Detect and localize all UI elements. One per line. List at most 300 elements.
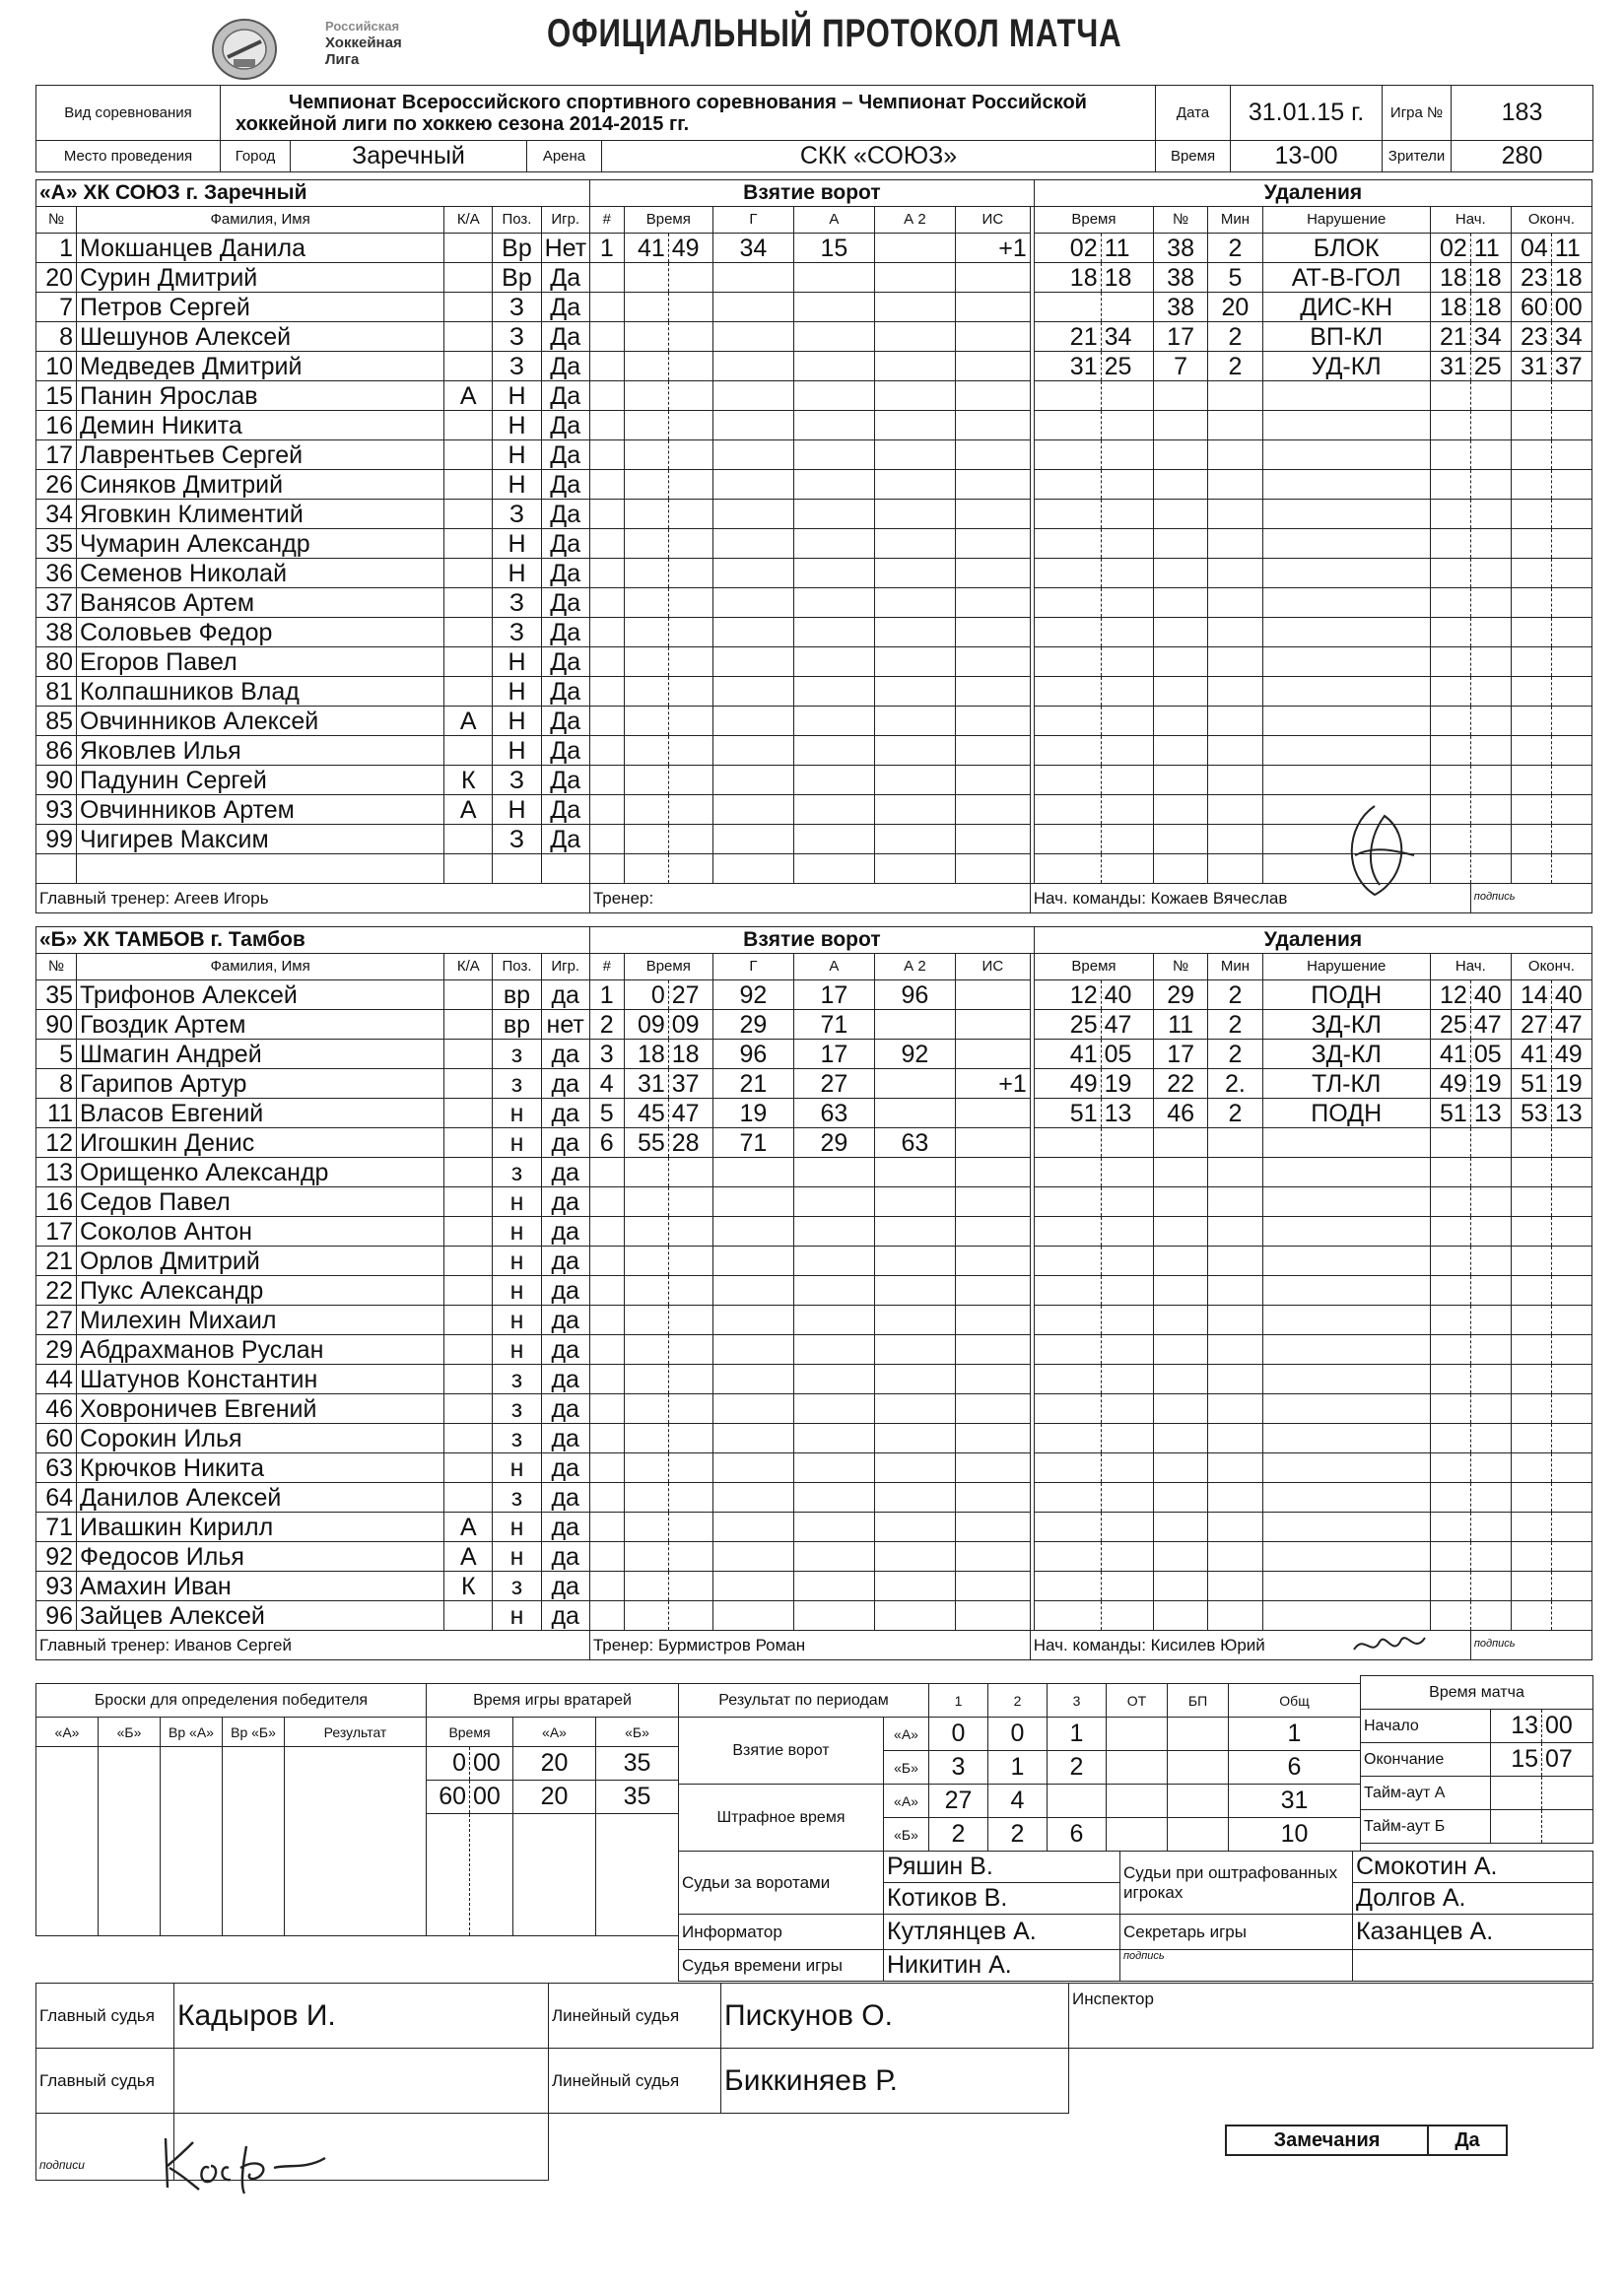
goal-assist-2 — [874, 1010, 955, 1040]
goal-strength — [955, 1010, 1030, 1040]
penalty-violation: ТЛ-КЛ — [1262, 1069, 1430, 1099]
player-role — [444, 1128, 493, 1158]
penalty-end-minute — [1511, 618, 1551, 647]
col-header: К/А — [444, 207, 493, 234]
penalty-second — [1101, 647, 1153, 677]
player-played: Да — [541, 677, 589, 707]
player-name: Шатунов Константин — [77, 1365, 444, 1394]
total-goals-a: 1 — [1229, 1718, 1361, 1751]
goal-scorer — [712, 352, 793, 381]
goal-assist-2 — [874, 1365, 955, 1394]
penalty-start-minute — [1430, 588, 1470, 618]
player-name: Крючков Никита — [77, 1453, 444, 1483]
col-header: № — [1153, 954, 1207, 980]
penalty-second — [1101, 440, 1153, 470]
goal-scorer — [712, 1424, 793, 1453]
goal-minute — [624, 1365, 668, 1394]
penalty-end-second — [1551, 1453, 1591, 1483]
penalty-minute: 51 — [1034, 1099, 1101, 1128]
goal-scorer — [712, 825, 793, 854]
penalty-start-second — [1470, 1158, 1511, 1187]
penalty-minute: 21 — [1034, 322, 1101, 352]
goal-assist-2 — [874, 766, 955, 795]
goal-strength — [955, 440, 1030, 470]
goal-scorer: 19 — [712, 1099, 793, 1128]
penalty-end-second: 11 — [1551, 234, 1591, 263]
penalty-violation: ПОДН — [1262, 1099, 1430, 1128]
player-number: 20 — [36, 263, 77, 293]
goal-minute — [624, 1247, 668, 1276]
penalty-minute — [1034, 1601, 1101, 1631]
goal-second: 18 — [668, 1040, 712, 1069]
player-position: з — [493, 1424, 541, 1453]
col-header: Время — [1034, 207, 1153, 234]
player-position: з — [493, 1572, 541, 1601]
penalty-second — [1101, 1335, 1153, 1365]
goal-assist-2 — [874, 1513, 955, 1542]
goal-number — [589, 1187, 624, 1217]
penalty-minutes — [1208, 1335, 1262, 1365]
shootout-col: Вр «А» — [161, 1718, 223, 1747]
player-position: н — [493, 1128, 541, 1158]
penalty-start-second — [1470, 470, 1511, 500]
goal-assist-1 — [793, 795, 874, 825]
player-name: Шмагин Андрей — [77, 1040, 444, 1069]
penalty-end-second: 34 — [1551, 322, 1591, 352]
player-name: Трифонов Алексей — [77, 980, 444, 1010]
city-value: Заречный — [291, 141, 527, 172]
player-number: 11 — [36, 1099, 77, 1128]
player-position: Н — [493, 736, 541, 766]
goal-minute — [624, 352, 668, 381]
player-role: А — [444, 381, 493, 411]
goal-second — [668, 1158, 712, 1187]
shootout-cell — [223, 1747, 285, 1936]
penalty-start-second — [1470, 795, 1511, 825]
col-header: Нарушение — [1262, 954, 1430, 980]
goal-assist-1 — [793, 470, 874, 500]
penalty-violation — [1262, 1158, 1430, 1187]
player-played: Да — [541, 795, 589, 825]
player-played: да — [541, 1128, 589, 1158]
goal-minute — [624, 1601, 668, 1631]
player-name: Соловьев Федор — [77, 618, 444, 647]
player-name: Орищенко Александр — [77, 1158, 444, 1187]
player-role — [444, 736, 493, 766]
goal-second — [668, 529, 712, 559]
player-row — [36, 1572, 1592, 1601]
goal-strength — [955, 1040, 1030, 1069]
penalty-end-minute — [1511, 1247, 1551, 1276]
spectators-value: 280 — [1452, 141, 1593, 172]
col-header: # — [589, 954, 624, 980]
penalty-start-minute — [1430, 795, 1470, 825]
penalty-minute — [1034, 766, 1101, 795]
penalty-minute — [1034, 1335, 1101, 1365]
penalty-player-number — [1153, 1513, 1207, 1542]
linesman-1-name: Пискунов О. — [721, 1984, 1069, 2049]
goal-scorer — [712, 1217, 793, 1247]
penalty-player-number — [1153, 559, 1207, 588]
player-played: да — [541, 1365, 589, 1394]
player-played: да — [541, 1187, 589, 1217]
goal-second — [668, 707, 712, 736]
goal-number — [589, 766, 624, 795]
player-played: Нет — [541, 234, 589, 263]
referee-2-label: Главный судья — [36, 2049, 174, 2114]
col-header: Время — [624, 954, 712, 980]
penalty-end-second — [1551, 1601, 1591, 1631]
officials-sign-cell — [1353, 1950, 1593, 1982]
goal-second — [668, 1335, 712, 1365]
goalie-time-col: «А» — [513, 1718, 596, 1747]
player-number — [36, 854, 77, 884]
goal-minute: 55 — [624, 1128, 668, 1158]
goal-second — [668, 588, 712, 618]
goal-number — [589, 1572, 624, 1601]
penalty-player-number — [1153, 1424, 1207, 1453]
period-goals-b: 1 — [988, 1751, 1048, 1785]
penalty-end-minute — [1511, 500, 1551, 529]
player-name: Соколов Антон — [77, 1217, 444, 1247]
col-header: # — [589, 207, 624, 234]
goal-strength — [955, 1099, 1030, 1128]
goal-second: 37 — [668, 1069, 712, 1099]
penalty-start-second — [1470, 1217, 1511, 1247]
timekeeper-label: Судья времени игры — [679, 1950, 884, 1982]
goal-second — [668, 440, 712, 470]
goal-assist-1 — [793, 529, 874, 559]
goal-scorer: 96 — [712, 1040, 793, 1069]
time-value: 13-00 — [1231, 141, 1383, 172]
period-goals-a: 0 — [929, 1718, 988, 1751]
match-end-minute: 07 — [1542, 1743, 1593, 1777]
goal-assist-2: 63 — [874, 1128, 955, 1158]
goalie-time-cell — [513, 1814, 596, 1936]
player-name: Ванясов Артем — [77, 588, 444, 618]
league-logo-text — [325, 18, 402, 68]
penalty-minutes — [1208, 1601, 1262, 1631]
player-row — [36, 1069, 1592, 1099]
penalty-player-number — [1153, 647, 1207, 677]
player-row — [36, 1247, 1592, 1276]
goal-second — [668, 677, 712, 707]
player-position: Н — [493, 381, 541, 411]
goal-scorer — [712, 1276, 793, 1306]
match-start-label: Начало — [1361, 1710, 1491, 1743]
player-number: 12 — [36, 1128, 77, 1158]
penalty-minutes — [1208, 825, 1262, 854]
goal-assist-2 — [874, 559, 955, 588]
competition-label: Вид соревнования — [36, 86, 221, 141]
goal-minute — [624, 766, 668, 795]
goalie-time-col: «Б» — [596, 1718, 679, 1747]
penalty-end-second — [1551, 1513, 1591, 1542]
goal-second — [668, 618, 712, 647]
penalty-end-second: 18 — [1551, 263, 1591, 293]
goal-number — [589, 588, 624, 618]
penalty-end-second — [1551, 381, 1591, 411]
timeout-a-label: Тайм-аут А — [1361, 1777, 1491, 1810]
goal-second — [668, 1542, 712, 1572]
goal-assist-2 — [874, 825, 955, 854]
penalty-end-second — [1551, 736, 1591, 766]
player-number: 71 — [36, 1513, 77, 1542]
venue-label: Место проведения — [36, 141, 221, 172]
penalty-end-second — [1551, 500, 1591, 529]
player-name: Пукс Александр — [77, 1276, 444, 1306]
penalty-minute — [1034, 825, 1101, 854]
penalty-second — [1101, 618, 1153, 647]
player-name: Власов Евгений — [77, 1099, 444, 1128]
period-pim-a: 27 — [929, 1785, 988, 1818]
player-row — [36, 234, 1592, 263]
goal-strength — [955, 1453, 1030, 1483]
player-row — [36, 411, 1592, 440]
goal-strength — [955, 470, 1030, 500]
player-position: н — [493, 1099, 541, 1128]
goal-strength — [955, 854, 1030, 884]
goal-scorer — [712, 1306, 793, 1335]
goal-number: 1 — [589, 234, 624, 263]
penalty-end-minute — [1511, 795, 1551, 825]
player-played: Да — [541, 322, 589, 352]
goal-assist-2 — [874, 795, 955, 825]
goal-strength — [955, 1365, 1030, 1394]
goal-second — [668, 470, 712, 500]
player-role — [444, 470, 493, 500]
player-role — [444, 263, 493, 293]
penalty-start-minute: 31 — [1430, 352, 1470, 381]
period-col: БП — [1168, 1684, 1229, 1718]
penalty-player-number — [1153, 707, 1207, 736]
goal-assist-1: 15 — [793, 234, 874, 263]
penalty-second: 40 — [1101, 980, 1153, 1010]
goal-number: 4 — [589, 1069, 624, 1099]
penalty-end-minute: 41 — [1511, 1040, 1551, 1069]
player-name: Милехин Михаил — [77, 1306, 444, 1335]
penalty-second — [1101, 825, 1153, 854]
player-name: Гарипов Артур — [77, 1069, 444, 1099]
player-number: 46 — [36, 1394, 77, 1424]
penalty-end-minute: 23 — [1511, 263, 1551, 293]
player-row — [36, 588, 1592, 618]
goal-assist-1 — [793, 647, 874, 677]
player-number: 8 — [36, 322, 77, 352]
penalty-start-second — [1470, 825, 1511, 854]
goal-strength — [955, 677, 1030, 707]
player-number: 29 — [36, 1335, 77, 1365]
penalty-end-second: 19 — [1551, 1069, 1591, 1099]
player-position: н — [493, 1335, 541, 1365]
penalty-minute: 18 — [1034, 263, 1101, 293]
goal-second — [668, 263, 712, 293]
penalty-minute — [1034, 736, 1101, 766]
remarks-label: Замечания — [1226, 2125, 1428, 2155]
goal-minute — [624, 677, 668, 707]
penalty-minute — [1034, 1453, 1101, 1483]
goal-number — [589, 1483, 624, 1513]
penalty-end-second: 49 — [1551, 1040, 1591, 1069]
penalty-player-number — [1153, 677, 1207, 707]
shootout-cell — [285, 1747, 427, 1936]
player-name: Овчинников Артем — [77, 795, 444, 825]
signatures-label: подписи — [36, 2114, 174, 2181]
penalty-end-minute — [1511, 470, 1551, 500]
penalty-start-second — [1470, 736, 1511, 766]
goal-scorer: 71 — [712, 1128, 793, 1158]
signature-team-b — [1350, 1628, 1429, 1667]
penalty-start-minute: 41 — [1430, 1040, 1470, 1069]
player-row — [36, 766, 1592, 795]
penalty-player-number — [1153, 1453, 1207, 1483]
penalty-start-second — [1470, 500, 1511, 529]
goal-minute — [624, 1542, 668, 1572]
goal-second — [668, 1365, 712, 1394]
goal-assist-2 — [874, 500, 955, 529]
goal-strength — [955, 795, 1030, 825]
goal-strength — [955, 1187, 1030, 1217]
period-goals-b — [1107, 1751, 1168, 1785]
player-number: 36 — [36, 559, 77, 588]
goal-minute — [624, 440, 668, 470]
player-row — [36, 1217, 1592, 1247]
goal-scorer: 34 — [712, 234, 793, 263]
signature-referee — [158, 2128, 355, 2197]
goal-minute — [624, 1276, 668, 1306]
goal-scorer — [712, 293, 793, 322]
player-name: Овчинников Алексей — [77, 707, 444, 736]
team-b-team-chief: Нач. команды: Кисилев Юрий — [1030, 1631, 1470, 1660]
goal-assist-1 — [793, 1187, 874, 1217]
goal-assist-1 — [793, 677, 874, 707]
penalty-start-second — [1470, 1424, 1511, 1453]
penalty-start-second — [1470, 440, 1511, 470]
player-number: 21 — [36, 1247, 77, 1276]
penalty-player-number — [1153, 588, 1207, 618]
goal-number — [589, 1276, 624, 1306]
penalty-minute — [1034, 1247, 1101, 1276]
penalty-player-number — [1153, 1483, 1207, 1513]
penalty-start-second: 19 — [1470, 1069, 1511, 1099]
timeout-a-cell — [1491, 1777, 1542, 1810]
goalie-time-team-a: 20 — [513, 1781, 596, 1814]
penalty-violation — [1262, 588, 1430, 618]
player-role — [444, 1335, 493, 1365]
total-pim-b: 10 — [1229, 1818, 1361, 1852]
penalty-second: 25 — [1101, 352, 1153, 381]
player-number: 64 — [36, 1483, 77, 1513]
goal-assist-2 — [874, 707, 955, 736]
timeout-b-label: Тайм-аут Б — [1361, 1810, 1491, 1844]
penalty-end-minute — [1511, 529, 1551, 559]
player-role — [444, 980, 493, 1010]
penalty-second: 13 — [1101, 1099, 1153, 1128]
goalie-time-cell — [596, 1814, 679, 1936]
player-position: З — [493, 588, 541, 618]
penalty-minute — [1034, 559, 1101, 588]
goal-number — [589, 795, 624, 825]
col-header: Мин — [1208, 954, 1262, 980]
penalty-minutes — [1208, 1158, 1262, 1187]
penalty-end-second — [1551, 470, 1591, 500]
player-name: Мокшанцев Данила — [77, 234, 444, 263]
goal-assist-2: 92 — [874, 1040, 955, 1069]
penalty-second: 11 — [1101, 234, 1153, 263]
goal-scorer — [712, 411, 793, 440]
total-pim-a: 31 — [1229, 1785, 1361, 1818]
player-position: н — [493, 1453, 541, 1483]
goal-second — [668, 825, 712, 854]
penalty-violation — [1262, 1247, 1430, 1276]
goal-strength — [955, 322, 1030, 352]
goal-assist-2 — [874, 1306, 955, 1335]
penalty-second — [1101, 854, 1153, 884]
penalty-start-minute — [1430, 500, 1470, 529]
player-number: 17 — [36, 440, 77, 470]
penalty-end-second — [1551, 559, 1591, 588]
goal-assist-2 — [874, 1601, 955, 1631]
penalty-start-second — [1470, 647, 1511, 677]
period-pim-b — [1107, 1818, 1168, 1852]
penalty-end-minute — [1511, 1394, 1551, 1424]
penalty-player-number — [1153, 618, 1207, 647]
player-played: Да — [541, 263, 589, 293]
player-role — [444, 825, 493, 854]
goal-scorer — [712, 1247, 793, 1276]
goal-scorer — [712, 500, 793, 529]
goal-scorer — [712, 470, 793, 500]
goal-second — [668, 1483, 712, 1513]
goal-minute — [624, 470, 668, 500]
player-row — [36, 677, 1592, 707]
player-position: н — [493, 1187, 541, 1217]
player-position: Н — [493, 470, 541, 500]
penalty-start-second: 05 — [1470, 1040, 1511, 1069]
player-role — [444, 1483, 493, 1513]
penalty-minutes: 2 — [1208, 352, 1262, 381]
player-number: 93 — [36, 795, 77, 825]
col-header: Время — [1034, 954, 1153, 980]
goal-number — [589, 293, 624, 322]
goal-assist-1 — [793, 1247, 874, 1276]
team-b-sign-label: подпись — [1470, 1631, 1591, 1660]
goal-strength — [955, 766, 1030, 795]
league-logo — [210, 14, 318, 83]
shootout-col: Результат — [285, 1718, 427, 1747]
player-name: Медведев Дмитрий — [77, 352, 444, 381]
period-pim-b: 6 — [1048, 1818, 1107, 1852]
goal-assist-2 — [874, 440, 955, 470]
match-end-hour: 15 — [1491, 1743, 1542, 1777]
penalty-second — [1101, 559, 1153, 588]
goal-strength — [955, 1276, 1030, 1306]
penalty-minutes — [1208, 411, 1262, 440]
penalty-minutes — [1208, 588, 1262, 618]
penalty-minute — [1034, 618, 1101, 647]
goal-strength — [955, 1306, 1030, 1335]
goal-assist-2 — [874, 854, 955, 884]
goal-strength — [955, 1217, 1030, 1247]
player-role — [444, 1453, 493, 1483]
penalty-end-second — [1551, 707, 1591, 736]
penalty-player-number: 38 — [1153, 234, 1207, 263]
period-col: 2 — [988, 1684, 1048, 1718]
linesman-2-name: Биккиняев Р. — [721, 2049, 1069, 2114]
player-row — [36, 1365, 1592, 1394]
periods-title: Результат по периодам — [679, 1684, 929, 1718]
penalty-end-minute — [1511, 736, 1551, 766]
